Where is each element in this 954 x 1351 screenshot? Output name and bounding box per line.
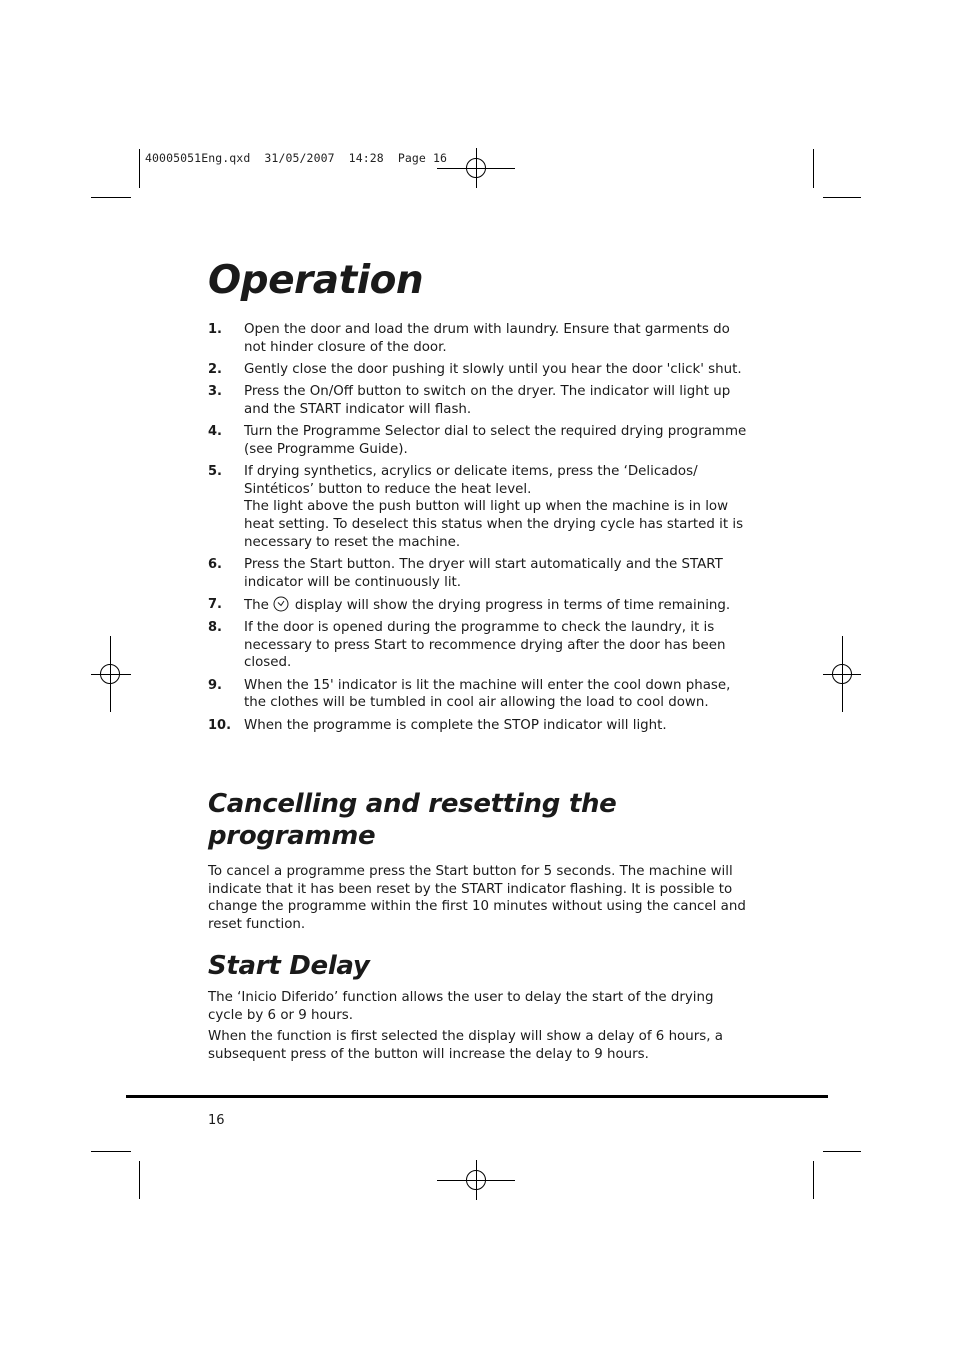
crop-mark	[823, 197, 861, 198]
step-number: 8.	[208, 620, 222, 636]
footer-rule	[126, 1095, 828, 1098]
step-text: Turn the Programme Selector dial to select the required drying programme (see Programme Guide).	[244, 424, 747, 457]
step-number: 10.	[208, 717, 232, 733]
step-text-post: display will show the drying progress in terms of time remaining.	[294, 597, 731, 613]
timer-icon	[273, 596, 289, 612]
step-number: 3.	[208, 384, 222, 400]
list-item	[208, 556, 748, 591]
list-item	[208, 677, 748, 712]
step-text: When the programme is complete the STOP indicator will light.	[244, 717, 667, 733]
list-item	[208, 619, 748, 672]
list-item	[208, 383, 748, 418]
crop-mark	[823, 1151, 861, 1152]
cancel-paragraph: To cancel a programme press the Start button for 5 seconds. The machine will indicate that it has been reset by the START indicator flashing. It is possible to change the programme within the first 10 minutes without using the cancel and reset function.	[208, 864, 746, 933]
step-text-pre: The	[244, 597, 269, 613]
step-number: 9.	[208, 677, 222, 693]
step-text: Press the Start button. The dryer will start automatically and the START indicator will be continuously lit.	[244, 556, 723, 590]
step-number: 2.	[208, 361, 222, 377]
step-number: 7.	[208, 596, 222, 612]
crop-mark	[91, 197, 131, 198]
crop-mark	[813, 149, 814, 188]
registration-circle	[466, 158, 486, 178]
list-item	[208, 717, 748, 735]
step-text: If drying synthetics, acrylics or delicate items, press the ‘Delicados/ Sintéticos’ button to reduce the heat level.	[244, 463, 698, 497]
list-item	[208, 596, 748, 615]
registration-circle	[466, 1170, 486, 1190]
registration-circle	[832, 664, 852, 684]
step-text: If the door is opened during the programme to check the laundry, it is necessary to press Start to recommence drying after the door has been closed.	[244, 620, 726, 671]
step-number: 6.	[208, 556, 222, 572]
step-text: Open the door and load the drum with laundry. Ensure that garments do not hinder closure of the door.	[244, 322, 730, 355]
crop-mark	[813, 1161, 814, 1199]
step-text: Press the On/Off button to switch on the dryer. The indicator will light up and the START indicator will flash.	[244, 384, 731, 417]
list-item	[208, 321, 748, 356]
list-item	[208, 463, 748, 552]
list-item	[208, 361, 748, 379]
step-text-continued: The light above the push button will light up when the machine is in low heat setting. To deselect this status when the drying cycle has started it is necessary to reset the machine.	[244, 499, 744, 550]
step-number: 4.	[208, 424, 222, 440]
crop-mark	[139, 1161, 140, 1199]
delay-paragraph-1: The ‘Inicio Diferido’ function allows the user to delay the start of the drying cycle by 6 or 9 hours.	[208, 990, 714, 1023]
step-text: Gently close the door pushing it slowly until you hear the door 'click' shut.	[244, 361, 742, 377]
crop-mark	[139, 149, 140, 188]
page-number: 16	[208, 1113, 225, 1128]
list-item	[208, 423, 748, 458]
step-number: 5.	[208, 463, 222, 479]
operation-steps	[208, 321, 748, 739]
crop-mark	[91, 1151, 131, 1152]
section-heading-start-delay: Start Delay	[208, 951, 370, 981]
delay-paragraph-2: When the function is first selected the display will show a delay of 6 hours, a subsequent press of the button will increase the delay to 9 hours.	[208, 1029, 723, 1062]
section-heading-cancel	[208, 788, 617, 852]
step-number: 1.	[208, 322, 222, 337]
heading-line: programme	[208, 821, 376, 851]
registration-circle	[100, 664, 120, 684]
print-slug: 40005051Eng.qxd 31/05/2007 14:28 Page 16	[145, 151, 448, 165]
page-title: Operation	[208, 258, 424, 303]
heading-line: Cancelling and resetting the	[208, 789, 617, 819]
step-text: When the 15' indicator is lit the machine will enter the cool down phase, the clothes will be tumbled in cool air allowing the load to cool down.	[244, 677, 731, 711]
